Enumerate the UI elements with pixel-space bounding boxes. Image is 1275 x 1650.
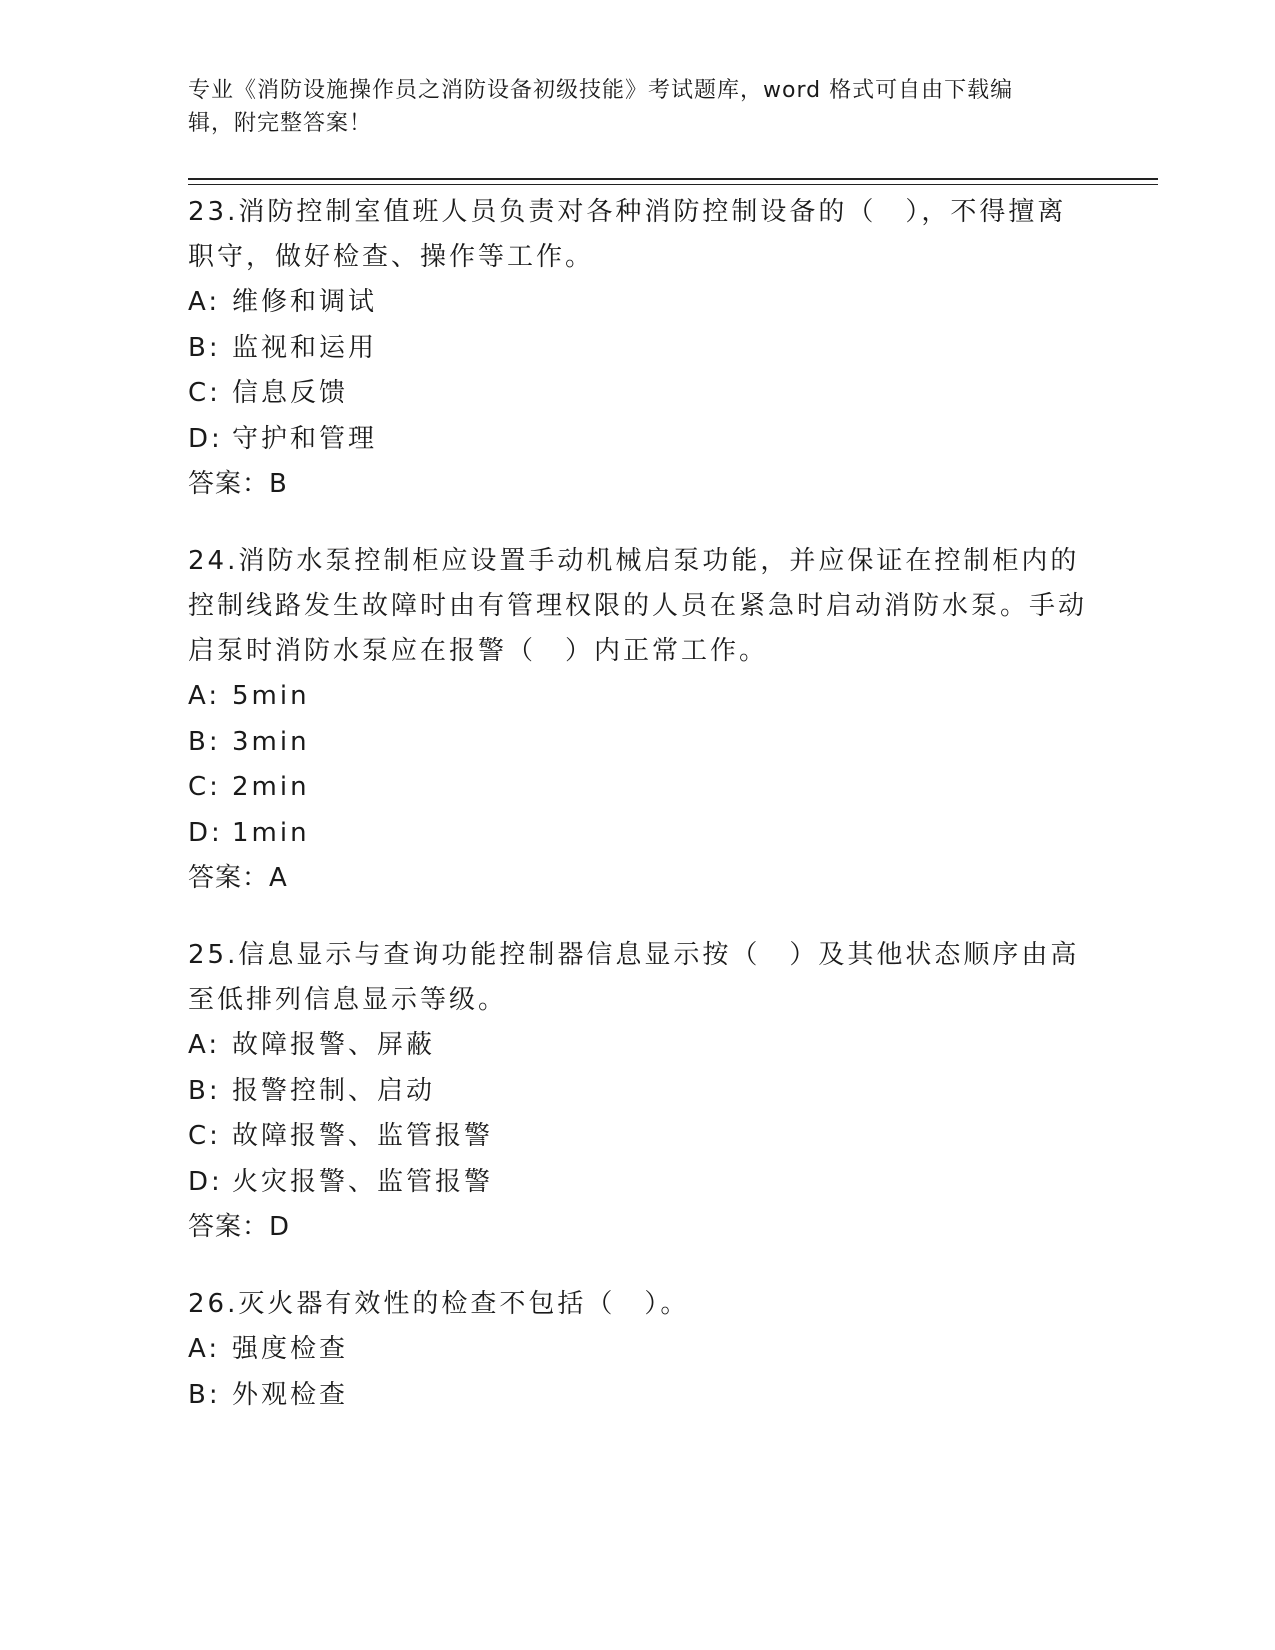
option-text: 外观检查 [232,1379,349,1410]
question-text: 23.消防控制室值班人员负责对各种消防控制设备的（ ），不得擅离职守，做好检查、操作等工作。 [188,197,1067,272]
option-a [188,1023,1088,1069]
option-key: C: [188,1121,221,1151]
option-b [188,720,1088,766]
option-key: A: [188,681,221,711]
option-text: 报警控制、启动 [232,1075,436,1106]
option-b [188,1373,1088,1419]
option-key: D: [188,423,223,454]
option-text: 守护和管理 [232,423,378,454]
option-text: 5min [232,681,310,711]
option-d [188,417,1088,463]
option-key: B: [188,726,221,757]
question-23 [188,190,1088,507]
question-text: 24.消防水泵控制柜应设置手动机械启泵功能，并应保证在控制柜内的控制线路发生故障时由有管理权限的人员在紧急时启动消防水泵。手动启泵时消防水泵应在报警（ ）内正常工作。 [188,546,1088,666]
option-a [188,1327,1088,1373]
option-b [188,1069,1088,1115]
option-text: 1min [232,817,310,848]
option-text: 故障报警、屏蔽 [232,1030,436,1060]
option-text: 故障报警、监管报警 [232,1121,494,1151]
option-text: 信息反馈 [232,378,349,408]
option-text: 维修和调试 [232,287,378,317]
answer-line: 答案：D [188,1212,291,1242]
option-text: 3min [232,726,310,757]
option-key: C: [188,772,221,802]
option-d [188,811,1088,857]
document-intro [188,74,1088,140]
option-key: A: [188,1030,221,1060]
question-text: 26.灭火器有效性的检查不包括（ ）。 [188,1289,690,1319]
question-26 [188,1282,1088,1418]
header-divider-thick [188,178,1158,180]
option-key: A: [188,1334,221,1364]
option-text: 2min [232,772,310,802]
option-c [188,371,1088,417]
option-c [188,1114,1088,1160]
option-key: D: [188,1166,223,1197]
option-key: B: [188,1379,221,1410]
option-a [188,674,1088,720]
intro-line-2: 辑，附完整答案！ [188,111,373,136]
option-key: C: [188,378,221,408]
option-d [188,1160,1088,1206]
option-key: A: [188,287,221,317]
option-key: B: [188,332,221,363]
question-text: 25.信息显示与查询功能控制器信息显示按（ ）及其他状态顺序由高至低排列信息显示等级。 [188,940,1080,1015]
question-list [188,190,1088,1450]
option-b [188,326,1088,372]
option-text: 火灾报警、监管报警 [232,1166,494,1197]
question-24 [188,539,1088,901]
intro-line-1: 专业《消防设施操作员之消防设备初级技能》考试题库，word 格式可自由下载编 [188,78,1014,103]
answer-line: 答案：B [188,469,288,499]
question-25 [188,933,1088,1250]
option-text: 监视和运用 [232,332,378,363]
option-a [188,280,1088,326]
option-text: 强度检查 [232,1334,349,1364]
option-c [188,765,1088,811]
answer-line: 答案：A [188,863,288,893]
option-key: B: [188,1075,221,1106]
option-key: D: [188,817,223,848]
header-divider-thin [188,184,1158,185]
